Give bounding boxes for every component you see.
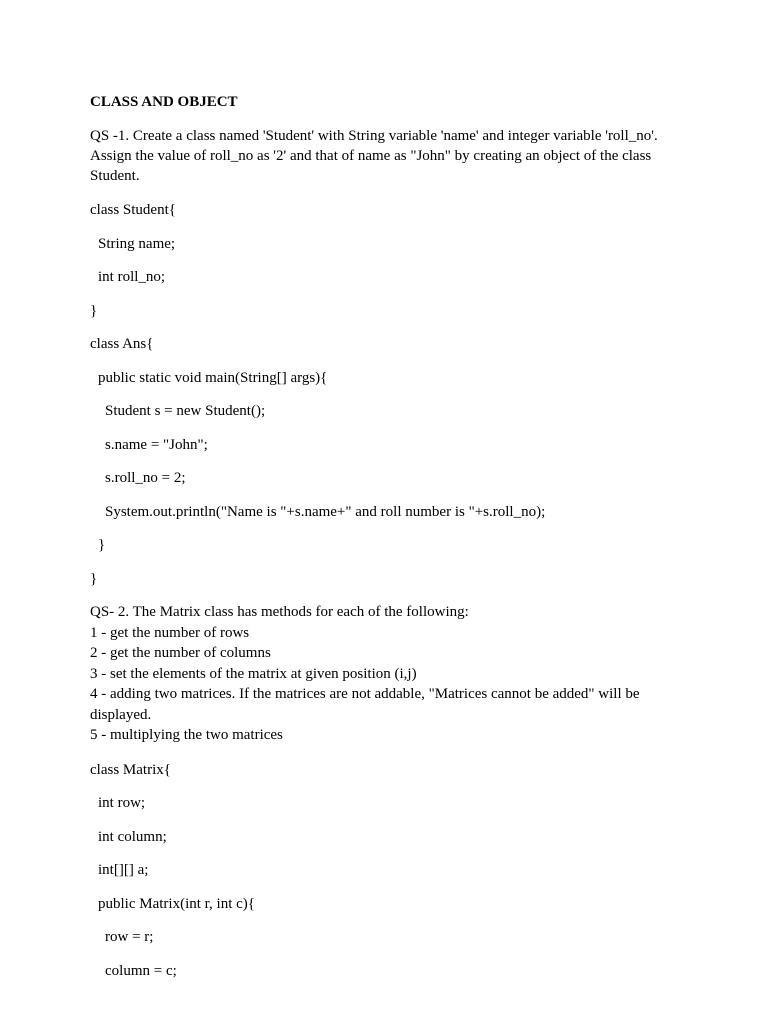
document-heading: CLASS AND OBJECT: [90, 94, 238, 110]
code-line: int roll_no;: [98, 269, 166, 285]
qs2-question: [90, 602, 680, 746]
code-line: int column;: [98, 828, 167, 845]
code-line: String name;: [98, 235, 176, 252]
document-page: [90, 92, 680, 994]
code-line: row = r;: [105, 929, 154, 945]
qs1-code-block: [90, 200, 680, 589]
code-line: public static void main(String[] args){: [98, 369, 328, 386]
code-line: s.roll_no = 2;: [105, 470, 186, 486]
qs2-code-block: [90, 760, 680, 981]
qs2-intro: QS- 2. The Matrix class has methods for each of the following:: [90, 604, 469, 620]
code-line: class Student{: [90, 202, 176, 218]
qs1-question: QS -1. Create a class named 'Student' with String variable 'name' and integer variable 'roll_no'. Assign the value of roll_no as '2' and that of name as "John" by creating an object of the class Student.: [90, 128, 658, 184]
code-line: Student s = new Student();: [105, 403, 266, 419]
code-line: class Ans{: [90, 336, 154, 352]
code-line: s.name = "John";: [105, 436, 208, 453]
code-line: System.out.println("Name is "+s.name+" and roll number is "+s.roll_no);: [105, 503, 546, 520]
qs2-list-item: 2 - get the number of columns: [90, 645, 271, 661]
code-line: }: [98, 537, 106, 553]
code-line: int row;: [98, 795, 146, 811]
code-line: class Matrix{: [90, 761, 171, 778]
code-line: int[][] a;: [98, 862, 149, 878]
code-line: column = c;: [105, 962, 177, 979]
qs2-list-item: 5 - multiplying the two matrices: [90, 727, 283, 743]
code-line: public Matrix(int r, int c){: [98, 895, 255, 912]
qs2-list-item: 4 - adding two matrices. If the matrices are not addable, "Matrices cannot be added" will be displayed.: [90, 686, 640, 723]
code-line: }: [90, 570, 98, 587]
qs2-list-item: 1 - get the number of rows: [90, 624, 250, 641]
qs2-list-item: 3 - set the elements of the matrix at given position (i,j): [90, 665, 417, 682]
code-line: }: [90, 302, 98, 319]
